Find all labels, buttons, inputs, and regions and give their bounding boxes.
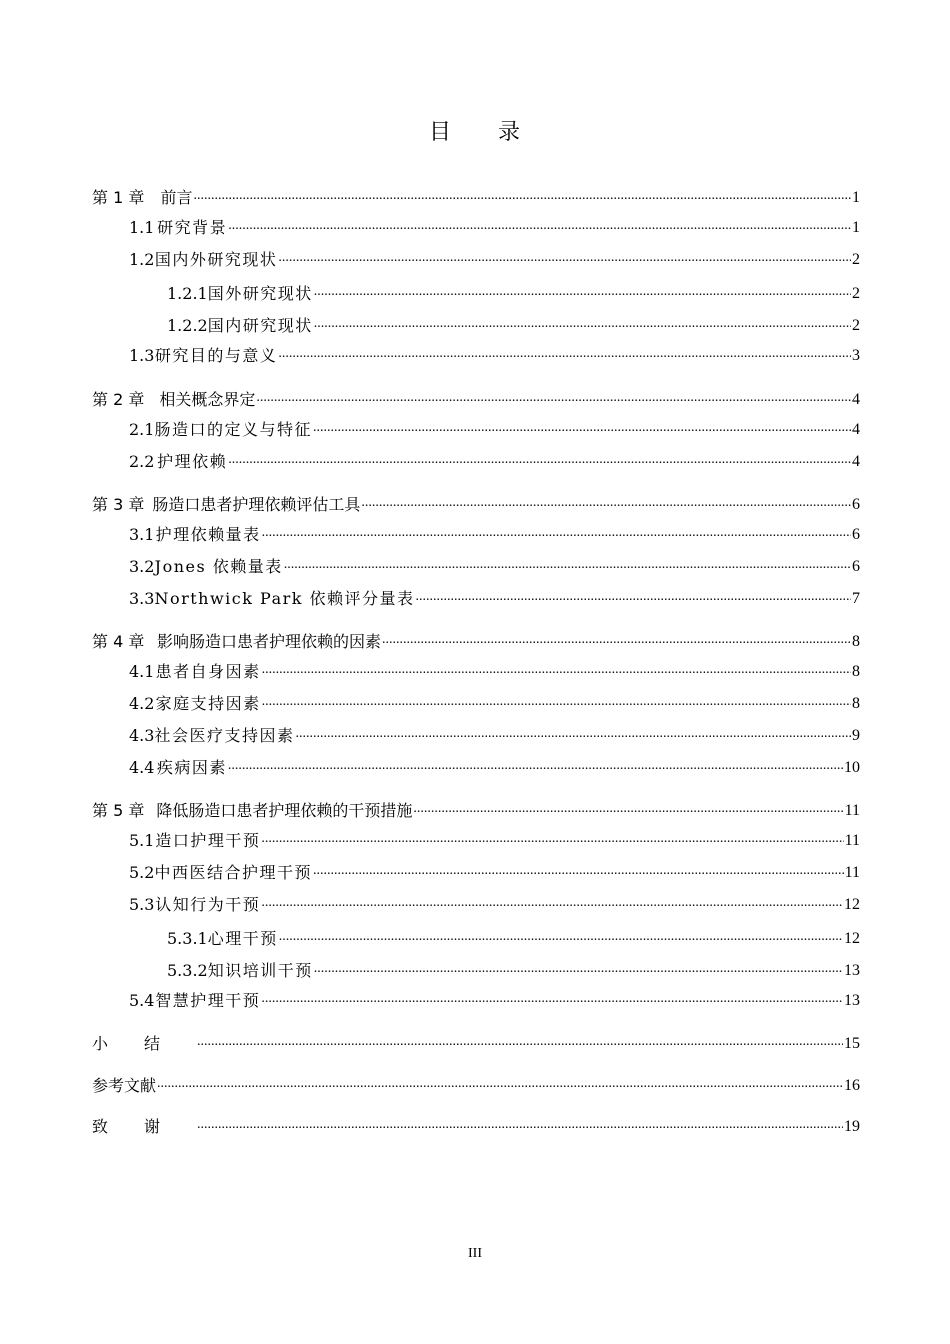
toc-entry-number: 5.4	[129, 991, 155, 1010]
title-right-char: 录	[498, 120, 522, 145]
toc-entry-number: 2.2	[129, 452, 155, 471]
toc-leader-dots	[228, 216, 851, 236]
toc-entry-page: 2	[852, 317, 860, 334]
toc-leader-dots	[262, 523, 851, 543]
toc-entry-label: 中西医结合护理干预	[154, 863, 312, 882]
toc-entry-label: Jones 依赖量表	[154, 557, 283, 576]
toc-entry-number: 1.2.2	[167, 316, 208, 335]
toc-entry[interactable]	[92, 754, 860, 778]
toc-entry-page: 19	[844, 1118, 860, 1135]
toc-entry[interactable]	[92, 1113, 860, 1137]
toc-entry-number: 第 5 章	[92, 801, 145, 820]
toc-entry-number: 4.4	[129, 758, 155, 777]
toc-entry-label: 相关概念界定	[159, 390, 256, 409]
toc-entry-page: 12	[844, 896, 860, 913]
toc-entry-page: 12	[844, 930, 860, 947]
toc-entry-page: 3	[852, 347, 860, 364]
toc-entry-page: 13	[844, 962, 860, 979]
toc-entry-page: 8	[852, 633, 860, 650]
toc-leader-dots	[361, 493, 851, 513]
toc-entry-page: 2	[852, 251, 860, 268]
toc-entry-label: 参考文献	[92, 1076, 157, 1095]
toc-leader-dots	[278, 344, 851, 364]
toc-entry-page: 10	[844, 759, 860, 776]
toc-entry[interactable]	[92, 690, 860, 714]
toc-entry-number: 3.2	[129, 557, 155, 576]
toc-leader-dots	[313, 418, 851, 438]
toc-entry-label: 心理干预	[207, 929, 278, 948]
toc-leader-dots	[262, 692, 851, 712]
toc-leader-dots	[416, 587, 851, 607]
toc-entry-label: 影响肠造口患者护理依赖的因素	[157, 632, 382, 651]
toc-entry-number: 4.1	[129, 662, 155, 681]
toc-entry-number: 5.2	[129, 863, 155, 882]
toc-leader-dots	[314, 314, 851, 334]
toc-entry-label: 护理依赖量表	[155, 525, 261, 544]
toc-entry[interactable]	[92, 342, 860, 366]
toc-entry-label: 研究目的与意义	[154, 346, 278, 365]
toc-entry[interactable]	[92, 628, 860, 652]
toc-entry[interactable]	[92, 521, 860, 545]
toc-entry[interactable]	[92, 827, 860, 851]
toc-entry-number: 第 3 章	[92, 495, 145, 514]
toc-entry-page: 15	[844, 1035, 860, 1052]
toc-leader-dots	[295, 724, 851, 744]
toc-entry-label: 国内外研究现状	[154, 250, 278, 269]
toc-entry-page: 4	[852, 391, 860, 408]
toc-entry-page: 9	[852, 727, 860, 744]
toc-entry-page: 2	[852, 285, 860, 302]
toc-entry-page: 8	[852, 695, 860, 712]
toc-entry-number: 第 2 章	[92, 390, 145, 409]
toc-entry[interactable]	[92, 585, 860, 609]
toc-entry-number: 5.1	[129, 831, 155, 850]
toc-leader-dots	[261, 893, 843, 913]
toc-entry-label: 小结	[92, 1034, 197, 1053]
toc-entry-page: 1	[852, 189, 860, 206]
toc-entry-number: 3.3	[129, 589, 155, 608]
toc-entry-number: 4.2	[129, 694, 155, 713]
toc-entry[interactable]	[92, 312, 860, 336]
toc-leader-dots	[157, 1074, 843, 1094]
toc-entry-page: 11	[844, 832, 860, 849]
toc-entry[interactable]	[92, 280, 860, 304]
toc-entry-label: 国外研究现状	[207, 284, 313, 303]
toc-leader-dots	[314, 282, 851, 302]
toc-entry[interactable]	[92, 797, 860, 821]
toc-entry-label: 肠造口患者护理依赖评估工具	[152, 495, 361, 514]
toc-entry-page: 7	[852, 590, 860, 607]
toc-entry-label: 智慧护理干预	[155, 991, 261, 1010]
toc-entry-number: 1.2	[129, 250, 155, 269]
toc-entry[interactable]	[92, 658, 860, 682]
toc-entry-number: 5.3	[129, 895, 155, 914]
toc-leader-dots	[256, 388, 851, 408]
toc-leader-dots	[382, 630, 851, 650]
toc-entry-label: 前言	[160, 188, 193, 207]
toc-entry[interactable]	[92, 891, 860, 915]
toc-entry-page: 4	[852, 453, 860, 470]
toc-entry[interactable]	[92, 386, 860, 410]
toc-entry-label: 肠造口的定义与特征	[154, 420, 312, 439]
toc-entry[interactable]	[92, 491, 860, 515]
toc-leader-dots	[261, 829, 843, 849]
toc-entry-number: 5.3.2	[167, 961, 208, 980]
toc-entry[interactable]	[92, 925, 860, 949]
toc-entry-number: 第 4 章	[92, 632, 145, 651]
toc-entry-number: 1.1	[129, 218, 155, 237]
toc-entry-number: 5.3.1	[167, 929, 208, 948]
toc-leader-dots	[262, 660, 851, 680]
toc-entry-label: Northwick Park 依赖评分量表	[154, 589, 415, 608]
toc-leader-dots	[278, 248, 851, 268]
toc-entry-label: 研究背景	[157, 218, 228, 237]
toc-leader-dots	[261, 989, 843, 1009]
toc-entry-label: 护理依赖	[157, 452, 228, 471]
toc-entry-number: 1.2.1	[167, 284, 208, 303]
toc-entry-page: 11	[844, 802, 860, 819]
toc-entry-page: 16	[844, 1077, 860, 1094]
toc-entry-label: 降低肠造口患者护理依赖的干预措施	[156, 801, 413, 820]
toc-leader-dots	[228, 450, 851, 470]
toc-entry[interactable]	[92, 416, 860, 440]
toc-entry[interactable]	[92, 1072, 860, 1096]
toc-entry-page: 6	[852, 496, 860, 513]
page-title	[0, 115, 950, 146]
title-left-char: 目	[428, 120, 452, 145]
toc-entry-page: 8	[852, 663, 860, 680]
toc-entry[interactable]	[92, 859, 860, 883]
toc-leader-dots	[413, 799, 843, 819]
toc-entry-label: 患者自身因素	[155, 662, 261, 681]
toc-entry[interactable]	[92, 184, 860, 208]
toc-leader-dots	[197, 1115, 843, 1135]
toc-entry-page: 1	[852, 219, 860, 236]
toc-entry-number: 第 1 章	[92, 188, 145, 207]
toc-entry-label: 家庭支持因素	[155, 694, 261, 713]
toc-entry-label: 国内研究现状	[207, 316, 313, 335]
toc-entry-label: 认知行为干预	[155, 895, 261, 914]
toc-entry-page: 11	[844, 864, 860, 881]
toc-entry-label: 社会医疗支持因素	[154, 726, 295, 745]
toc-entry-page: 6	[852, 558, 860, 575]
toc-leader-dots	[194, 186, 851, 206]
toc-leader-dots	[279, 927, 843, 947]
toc-entry-label: 致谢	[92, 1117, 197, 1136]
toc-entry-number: 1.3	[129, 346, 155, 365]
toc-leader-dots	[228, 756, 843, 776]
toc-entry-page: 13	[844, 992, 860, 1009]
toc-entry[interactable]	[92, 553, 860, 577]
toc-entry-number: 4.3	[129, 726, 155, 745]
toc-entry[interactable]	[92, 246, 860, 270]
toc-leader-dots	[313, 861, 844, 881]
page-number: III	[468, 1246, 482, 1261]
toc-entry-number: 3.1	[129, 525, 155, 544]
toc-entry[interactable]	[92, 722, 860, 746]
toc-entry-number: 2.1	[129, 420, 155, 439]
toc-entry-page: 4	[852, 421, 860, 438]
toc-entry-label: 造口护理干预	[155, 831, 261, 850]
toc-entry[interactable]	[92, 448, 860, 472]
toc-entry[interactable]	[92, 987, 860, 1011]
toc-entry[interactable]	[92, 957, 860, 981]
toc-entry-label: 知识培训干预	[207, 961, 313, 980]
toc-leader-dots	[197, 1032, 843, 1052]
toc-entry[interactable]	[92, 1030, 860, 1054]
toc-entry-page: 6	[852, 526, 860, 543]
toc-entry-label: 疾病因素	[156, 758, 227, 777]
toc-leader-dots	[284, 555, 851, 575]
toc-leader-dots	[314, 959, 843, 979]
toc-entry[interactable]	[92, 214, 860, 238]
